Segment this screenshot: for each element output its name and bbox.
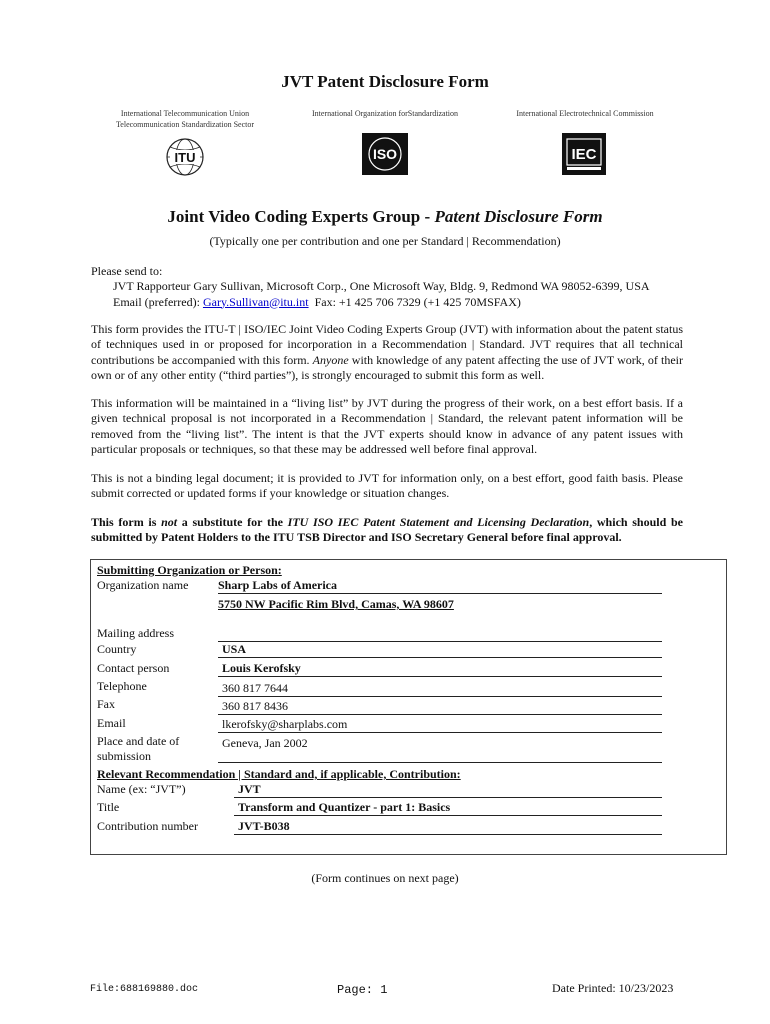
send-to-label: Please send to: [91,264,163,278]
place-date-label [97,734,179,764]
place-date-field[interactable]: Geneva, Jan 2002 [218,736,662,763]
form-heading-italic: Patent Disclosure Form [434,207,603,226]
send-to-address: JVT Rapporteur Gary Sullivan, Microsoft Corp., One Microsoft Way, Bldg. 9, Redmond WA 98052-6399, USA [113,279,650,294]
paragraph-purpose [91,322,683,383]
iso-org-name: International Organization forStandardization [311,109,459,118]
purpose-text-b: with knowledge of any patent affecting the use of JVT work, of their own or of any other entity (“third parties”), is strongly encouraged to submit this form as well. [91,352,683,382]
page-title: JVT Patent Disclosure Form [281,72,489,91]
iso-logo-text: ISO [372,146,398,162]
purpose-italic: Anyone [312,352,349,367]
continues-note: (Form continues on next page) [311,871,459,885]
fax-field[interactable]: 360 817 8436 [218,699,662,715]
fax-text: Fax: +1 425 706 7329 (+1 425 70MSFAX) [308,294,521,309]
place-label-line2: submission [97,749,152,763]
footer-date: Date Printed: 10/23/2023 [552,981,674,995]
form-subtitle: (Typically one per contribution and one per Standard | Recommendation) [209,234,561,248]
send-to-contact [91,295,683,310]
itu-org-line2: Telecommunication Standardization Sector [115,120,255,129]
paragraph-living-list: This information will be maintained in a “living list” by JVT during the progress of their work, on a best effort basis. If a given technical proposal is not incorporated in a Recommendation | Standard, the relevant patent information will be removed from the “living list”. The intent is that the JVT experts should know in advance of any patent issues with particular proposals or techniques, so that these may be addressed well before final approval. [91,396,683,456]
substitute-text-c: , which should be submitted by Patent Holders to the ITU TSB Director and ISO Secretary General before final approval. [91,515,683,545]
mailing-label: Mailing address [97,626,174,640]
substitute-italic: ITU ISO IEC Patent Statement and Licensing Declaration [287,515,590,529]
iec-logo [562,133,606,175]
form-heading-main: Joint Video Coding Experts Group - [167,207,435,226]
contribution-field[interactable]: JVT-B038 [234,819,662,835]
footer-page: Page: 1 [337,983,388,997]
iec-logo-text: IEC [571,146,597,163]
itu-logo-text: ITU [174,150,196,165]
org-name-field[interactable]: Sharp Labs of America [218,578,662,594]
contact-label: Contact person [97,661,170,675]
email-prefix: Email (preferred): [113,294,203,309]
phone-field[interactable]: 360 817 7644 [218,681,662,697]
itu-org-name [100,108,270,130]
phone-label: Telephone [97,679,147,693]
substitute-text-a: This form is [91,515,162,529]
purpose-text-a: This form provides the ITU-T | ISO/IEC Joint Video Coding Experts Group (JVT) with information about the patent status of techniques used in or proposed for incorporation in a Recommendation | Standard. JVT requires that all technical contributions be accompanied with this form. [91,322,683,367]
title-field[interactable]: Transform and Quantizer - part 1: Basics [234,800,662,816]
fax-label: Fax [97,697,115,711]
mailing-field[interactable] [218,626,662,642]
title-label: Title [97,800,120,814]
country-field[interactable]: USA [218,642,662,658]
section-submitting: Submitting Organization or Person: [97,563,282,577]
email-link[interactable]: Gary.Sullivan@itu.int [202,294,309,309]
contact-field[interactable]: Louis Kerofsky [218,661,662,677]
name-field[interactable]: JVT [234,782,662,798]
send-to-block [91,264,683,310]
section-recommendation: Relevant Recommendation | Standard and, if applicable, Contribution: [97,767,461,781]
iso-logo [362,133,408,175]
form-heading [0,207,770,227]
iec-org-name: International Electrotechnical Commission [516,109,654,118]
paragraph-substitute [91,515,683,546]
substitute-not: not [161,515,178,529]
paragraph-legal: This is not a binding legal document; it is provided to JVT for information only, on a best effort, good faith basis. Please submit corrected or updated forms if your knowledge or situation changes. [91,471,683,501]
itu-org-line1: International Telecommunication Union [120,109,250,118]
itu-logo [162,133,208,181]
address-field[interactable]: 5750 NW Pacific Rim Blvd, Camas, WA 98607 [218,597,454,611]
footer-file: File:688169880.doc [90,984,199,995]
email-label: Email [97,716,126,730]
name-label: Name (ex: “JVT”) [97,782,186,796]
contribution-label: Contribution number [97,819,198,833]
org-name-label: Organization name [97,578,189,592]
place-label-line1: Place and date of [97,734,180,748]
substitute-text-b: a substitute for the [177,515,288,529]
country-label: Country [97,642,137,656]
email-field[interactable]: lkerofsky@sharplabs.com [218,717,662,733]
